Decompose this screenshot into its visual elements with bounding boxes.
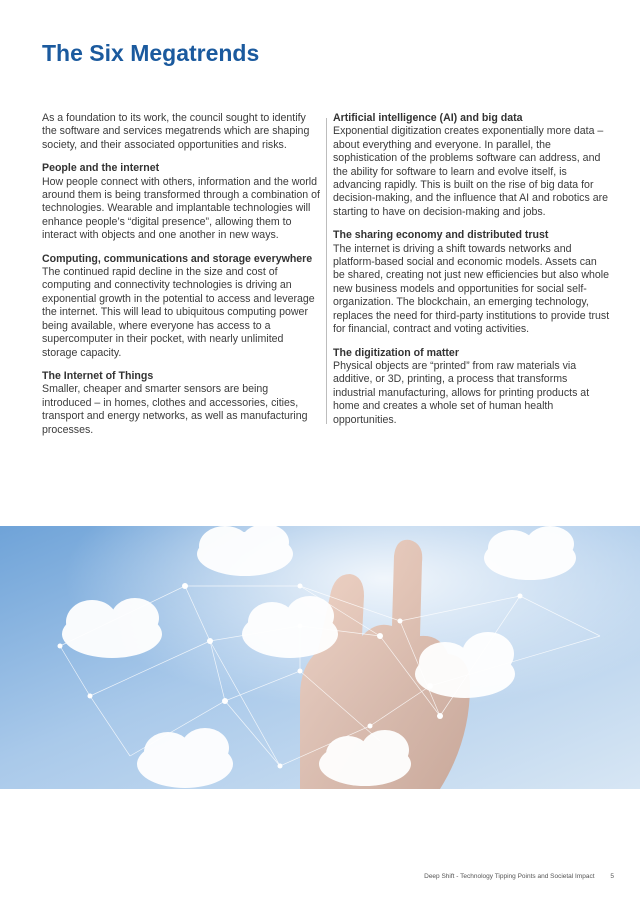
cloud-icon: [197, 526, 293, 576]
section-body: How people connect with others, information and the world around them is being transformed through a combination of technologies. Wearable and implantable technologies will enhance people’s “digital presence”, allowing them to interact with objects and one another in new ways.: [42, 175, 320, 242]
section-heading: Artificial intelligence (AI) and big data: [333, 112, 523, 124]
section-heading: Computing, communications and storage everywhere: [42, 252, 313, 265]
page-footer: [424, 873, 614, 880]
intro-section: [42, 112, 320, 152]
section-people-internet: [42, 162, 320, 242]
section-heading: The Internet of Things: [42, 369, 154, 382]
section-iot: [42, 370, 320, 437]
section-sharing-economy: [333, 229, 611, 336]
cloud-icon: [484, 526, 576, 580]
page-number: 5: [610, 873, 614, 880]
section-digitization-matter: [333, 347, 611, 427]
section-heading: The sharing economy and distributed trust: [333, 229, 549, 242]
section-body: The continued rapid decline in the size and cost of computing and connectivity technologies is driving an exponential growth in the potential to access and leverage the internet. This will lead to ubiquitous computing power being available, where everyone has access to a supercomputer in their pocket, with nearly unlimited storage capacity.: [42, 266, 315, 359]
cloud-network-illustration: [0, 526, 640, 789]
section-body: Physical objects are “printed” from raw materials via additive, or 3D, printing, a process that transforms industrial manufacturing, allows for printing products at home and creates a whole set of human health opportunities.: [333, 359, 590, 426]
hero-image-cloud-network: [0, 526, 640, 789]
section-heading: People and the internet: [42, 162, 160, 175]
column-divider: [326, 118, 327, 424]
page-title: The Six Megatrends: [42, 40, 260, 66]
section-body: Exponential digitization creates exponentially more data – about everything and everyone. In parallel, the sophistication of the problems software can address, and the ability for software to learn and evolve itself, is advancing rapidly. This is built on the rise of big data for decision-making, and the influence that AI and robotics are starting to have on decision-making and jobs.: [333, 125, 609, 218]
section-ai-big-data: [333, 112, 611, 219]
left-column: [42, 112, 320, 447]
section-body: The internet is driving a shift towards networks and platform-based social and economic models. Assets can be shared, creating not just new efficiencies but also whole new business models and opportunities for social self-organization. The blockchain, an emerging technology, replaces the need for third-party institutions to provide trust for financial, contract and voting activities.: [333, 242, 610, 336]
intro-text: As a foundation to its work, the council sought to identify the software and services megatrends which are shaping society, and their associated opportunities and risks.: [42, 112, 310, 151]
footer-text: Deep Shift - Technology Tipping Points and Societal Impact: [424, 873, 595, 880]
section-computing: [42, 253, 320, 360]
section-body: Smaller, cheaper and smarter sensors are being introduced – in homes, clothes and accessories, cities, transport and energy networks, as well as manufacturing processes.: [42, 383, 308, 436]
section-heading: The digitization of matter: [333, 346, 459, 359]
right-column: [333, 112, 611, 437]
